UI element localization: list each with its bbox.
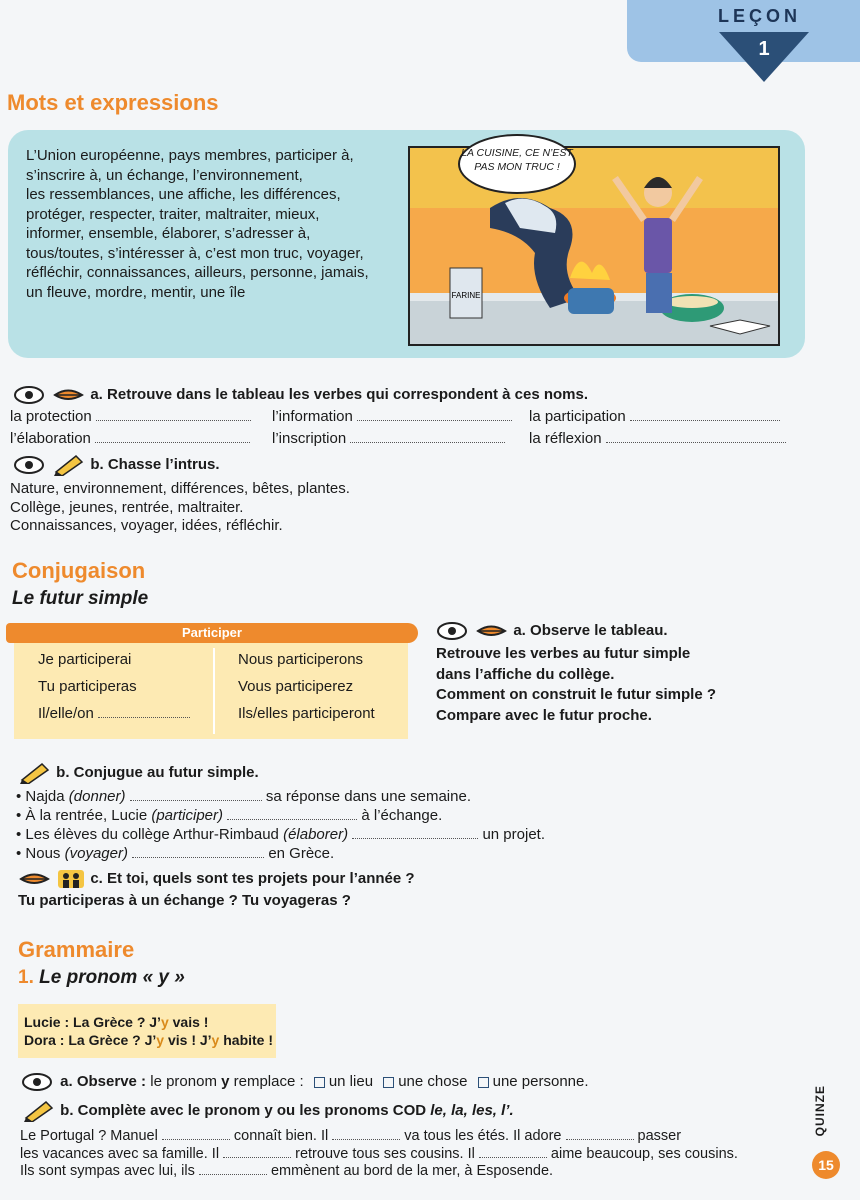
conjugue-item (16, 788, 471, 805)
observe-line: Compare avec le futur proche. (436, 706, 652, 724)
observe-pronom-text: remplace : (233, 1073, 304, 1090)
mots-heading: Mots et expressions (7, 90, 219, 115)
item-verb: (voyager) (64, 845, 128, 862)
noun-item (529, 408, 780, 425)
item-rest: à l’échange. (361, 807, 443, 824)
answer-blank[interactable] (223, 1145, 291, 1158)
complete-line (20, 1162, 553, 1179)
complete-line (20, 1127, 681, 1144)
complete-text: Ils sont sympas avec lui, ils (20, 1163, 195, 1179)
speech-bubble: LA CUISINE, CE N’EST PAS MON TRUC ! (458, 134, 576, 194)
answer-blank[interactable] (199, 1162, 267, 1175)
answer-blank[interactable] (357, 408, 512, 421)
conjugue-title: b. Conjugue au futur simple. (56, 763, 259, 781)
item-subject: • À la rentrée, Lucie (16, 807, 148, 824)
conjugue-heading (18, 762, 259, 784)
projets-question: Tu participeras à un échange ? Tu voyageras ? (18, 892, 351, 909)
item-subject: • Nous (16, 845, 61, 862)
dialog-line (24, 1014, 208, 1030)
table-cell: Je participerai (38, 651, 132, 668)
conjugue-item (16, 826, 545, 843)
observe-instructions (436, 644, 716, 726)
answer-blank[interactable] (606, 430, 786, 443)
answer-blank[interactable] (130, 788, 262, 801)
table-cell: Vous participerez (238, 678, 354, 695)
answer-blank[interactable] (162, 1127, 230, 1140)
table-cell-text: Il/elle/on (38, 705, 94, 722)
noun-label: la réflexion (529, 430, 602, 447)
answer-blank[interactable] (566, 1127, 634, 1140)
pencil-icon (52, 454, 86, 476)
conjugue-item (16, 807, 442, 824)
answer-blank[interactable] (227, 807, 357, 820)
table-cell: Tu participeras (38, 678, 137, 695)
table-cell: Nous participerons (238, 651, 364, 668)
answer-blank[interactable] (332, 1127, 400, 1140)
complete-heading (22, 1100, 514, 1122)
lips-icon (18, 870, 52, 888)
eye-icon (14, 386, 48, 404)
observe-pronom-text: le pronom (150, 1073, 217, 1090)
answer-blank[interactable] (352, 826, 478, 839)
table-cell: Ils/elles participeront (238, 705, 375, 722)
checkbox[interactable] (383, 1077, 394, 1088)
page-word: QUINZE (813, 1085, 827, 1137)
item-rest: un projet. (482, 826, 545, 843)
option-label: un lieu (328, 1073, 374, 1090)
pronom-heading (18, 967, 185, 989)
exercise-a-instruction: a. Retrouve dans le tableau les verbes qui correspondent à ces noms. (90, 386, 589, 403)
dialog-text: : La Grèce ? J’ (60, 1014, 161, 1030)
lips-icon (475, 622, 509, 640)
option-label: une personne. (492, 1073, 589, 1090)
vocab-text (26, 146, 396, 302)
lecon-number: 1 (758, 38, 770, 60)
pronoun-highlight: y (211, 1032, 220, 1048)
intrus-line: Nature, environnement, différences, bêtes, plantes. (10, 480, 350, 497)
dialog-text: vis ! J’ (164, 1032, 212, 1048)
dialog-text: vais ! (168, 1014, 209, 1030)
vocab-line: tous/toutes, s’intéresser à, c’est mon truc, voyager, (26, 244, 364, 262)
exercise-b-heading (14, 454, 220, 476)
complete-cod: le, la, les, l’. (430, 1101, 514, 1119)
projets-heading (18, 868, 415, 890)
pronoun-highlight: y (156, 1032, 165, 1048)
observe-line: dans l’affiche du collège. (436, 665, 615, 683)
noun-item (10, 408, 251, 425)
observe-line: Retrouve les verbes au futur simple (436, 645, 691, 662)
vocab-line: s’inscrire à, un échange, l’environnement, (26, 166, 303, 184)
complete-line (20, 1145, 738, 1162)
intrus-list (10, 480, 350, 536)
projets-title: c. Et toi, quels sont tes projets pour l’année ? (90, 869, 415, 887)
observe-pronom (22, 1073, 589, 1091)
eye-icon (14, 456, 48, 474)
intrus-line: Connaissances, voyager, idées, réfléchir. (10, 517, 283, 534)
complete-text: aime beaucoup, ses cousins. (550, 1146, 738, 1162)
complete-title: b. Complète avec le pronom y ou les pronoms COD (60, 1101, 431, 1119)
observe-line: Comment on construit le futur simple ? (436, 686, 717, 703)
observe-pronom-label: a. Observe : (60, 1073, 147, 1090)
dialog-line (24, 1032, 273, 1048)
observe-heading (437, 622, 668, 640)
dialog-box (18, 1004, 276, 1058)
item-subject: • Les élèves du collège Arthur-Rimbaud (16, 826, 279, 843)
eye-icon (22, 1073, 56, 1091)
table-divider (213, 648, 215, 734)
complete-text: les vacances avec sa famille. Il (20, 1146, 220, 1162)
observe-pronom-y: y (221, 1073, 230, 1090)
item-verb: (élaborer) (283, 826, 349, 843)
answer-blank[interactable] (132, 845, 264, 858)
noun-item (272, 430, 505, 447)
vocab-line: informer, ensemble, élaborer, s’adresser à, (26, 225, 311, 242)
vocab-line: les ressemblances, une affiche, les différences, (26, 186, 341, 203)
complete-text: connaît bien. Il (233, 1128, 329, 1144)
answer-blank[interactable] (630, 408, 780, 421)
observe-title: a. Observe le tableau. (513, 622, 668, 639)
exercise-a-heading (14, 386, 588, 404)
futur-simple-heading: Le futur simple (12, 588, 149, 609)
checkbox[interactable] (478, 1077, 489, 1088)
item-verb: (participer) (151, 807, 224, 824)
item-rest: sa réponse dans une semaine. (265, 788, 471, 805)
option-label: une chose (398, 1073, 468, 1090)
answer-blank[interactable] (95, 430, 250, 443)
pair-work-icon (56, 868, 86, 890)
noun-label: la protection (10, 408, 92, 425)
pencil-icon (22, 1100, 56, 1122)
intrus-line: Collège, jeunes, rentrée, maltraiter. (10, 498, 244, 516)
noun-label: l’élaboration (10, 430, 91, 447)
exercise-b-instruction: b. Chasse l’intrus. (90, 455, 220, 473)
item-verb: (donner) (68, 788, 126, 805)
complete-text: Le Portugal ? Manuel (20, 1128, 158, 1144)
speaker: Dora (24, 1032, 56, 1048)
vocab-line: réfléchir, connaissances, ailleurs, personne, jamais, (26, 264, 369, 281)
pronom-title: Le pronom « y » (39, 967, 185, 988)
conjugaison-heading: Conjugaison (12, 558, 146, 583)
checkbox[interactable] (314, 1077, 325, 1088)
answer-blank[interactable] (98, 705, 190, 718)
speaker: Lucie (24, 1014, 61, 1030)
dialog-text: habite ! (219, 1032, 274, 1048)
conjugue-item (16, 845, 334, 862)
dialog-text: : La Grèce ? J’ (55, 1032, 157, 1048)
item-rest: en Grèce. (268, 845, 335, 862)
pencil-icon (18, 762, 52, 784)
page-number: 15 (812, 1151, 840, 1179)
noun-label: la participation (529, 408, 626, 425)
section-number: 1. (18, 967, 34, 988)
noun-item (272, 408, 512, 425)
noun-label: l’inscription (272, 430, 347, 447)
noun-item (529, 430, 786, 447)
grammaire-heading: Grammaire (18, 937, 135, 962)
pronoun-highlight: y (160, 1014, 169, 1030)
answer-blank[interactable] (479, 1145, 547, 1158)
table-title: Participer (6, 623, 418, 643)
noun-item (10, 430, 250, 447)
vocab-line: un fleuve, mordre, mentir, une île (26, 283, 246, 301)
answer-blank[interactable] (350, 430, 505, 443)
item-subject: • Najda (16, 788, 65, 805)
lecon-label: LEÇON (718, 6, 801, 26)
eye-icon (437, 622, 471, 640)
lips-icon (52, 386, 86, 404)
complete-text: emmènent au bord de la mer, à Esposende. (270, 1163, 554, 1179)
flour-label: FARINE (451, 291, 481, 300)
complete-text: va tous les étés. Il adore (404, 1128, 562, 1144)
vocab-line: L’Union européenne, pays membres, participer à, (26, 147, 354, 164)
noun-label: l’information (272, 408, 353, 425)
answer-blank[interactable] (96, 408, 251, 421)
complete-text: retrouve tous ses cousins. Il (295, 1146, 475, 1162)
complete-text: passer (637, 1128, 682, 1144)
table-cell (38, 705, 190, 722)
vocab-line: protéger, respecter, traiter, maltraiter, mieux, (26, 205, 320, 223)
